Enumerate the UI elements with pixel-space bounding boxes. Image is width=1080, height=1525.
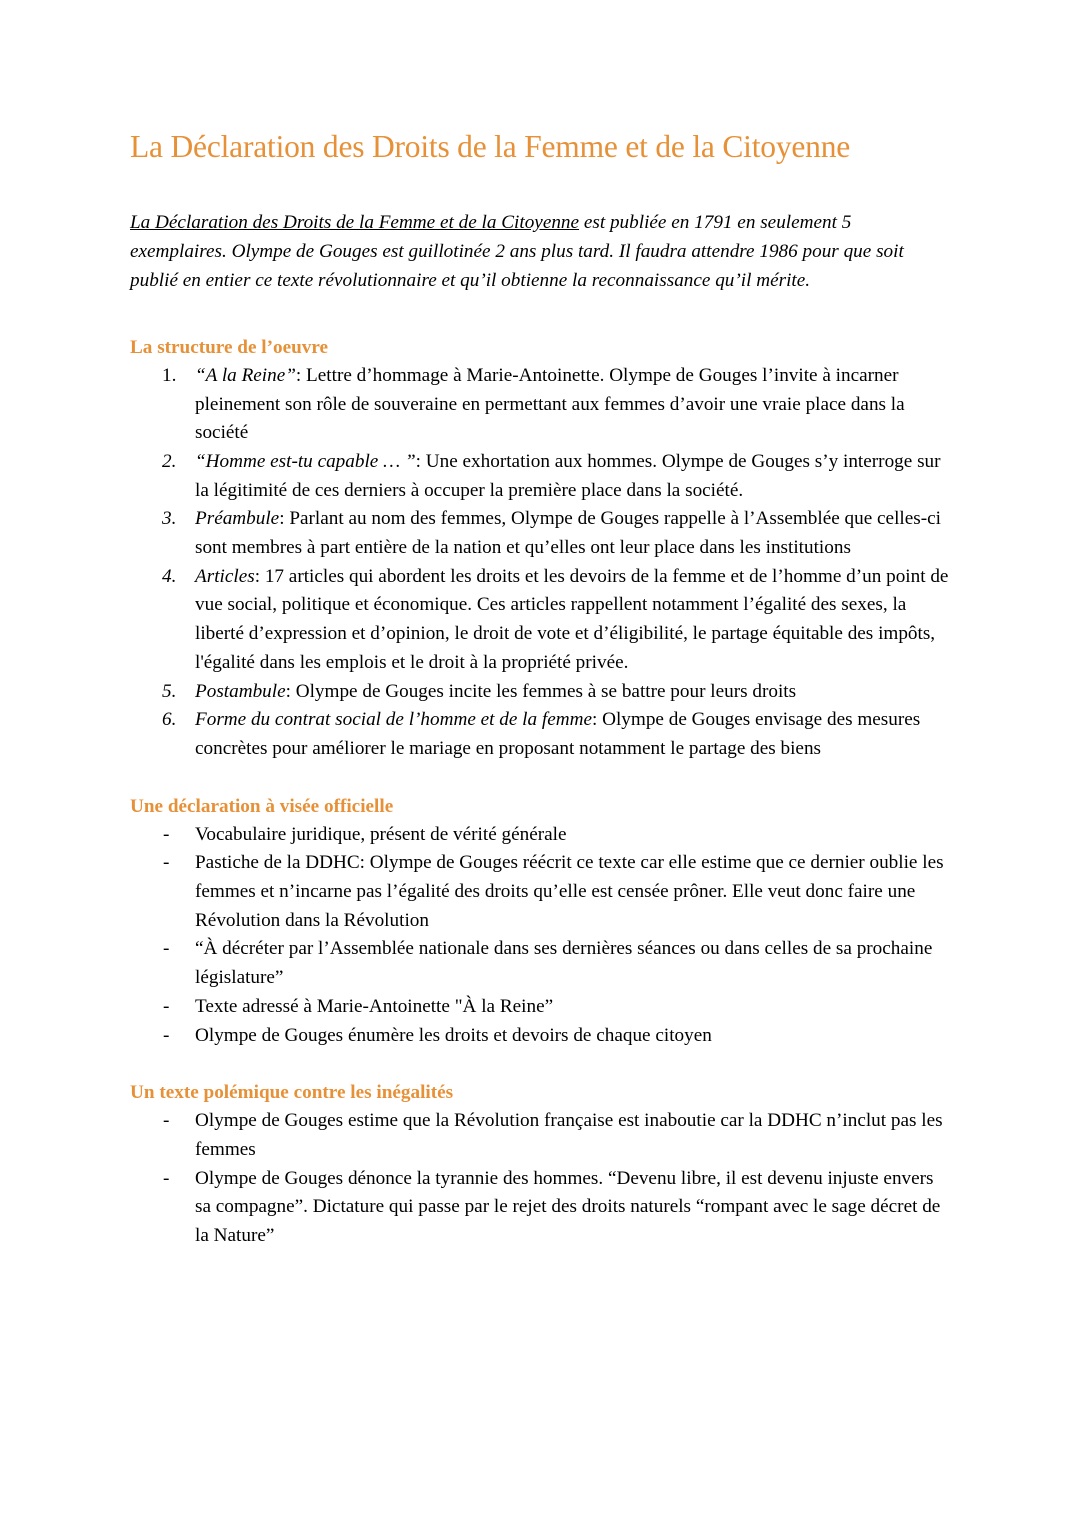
list-item bbox=[130, 362, 950, 448]
polemique-list bbox=[130, 1107, 950, 1251]
list-text: : Lettre d’hommage à Marie-Antoinette. Olympe de Gouges l’invite à incarner pleinement son rôle de souveraine en permettant aux femmes d’avoir une vraie place dans la société bbox=[195, 364, 905, 444]
list-number: 1. bbox=[162, 364, 177, 386]
list-item bbox=[130, 678, 950, 707]
intro-title-reference: La Déclaration des Droits de la Femme et de la Citoyenne bbox=[130, 211, 580, 233]
list-number: 2. bbox=[162, 450, 177, 472]
list-term: Articles bbox=[195, 565, 255, 587]
list-text: Texte adressé à Marie-Antoinette "À la Reine” bbox=[195, 995, 554, 1017]
bullet-dash: - bbox=[163, 1110, 170, 1132]
list-number: 3. bbox=[162, 508, 177, 530]
section-polemique bbox=[130, 1078, 950, 1251]
list-item bbox=[130, 935, 950, 992]
officielle-list bbox=[130, 821, 950, 1051]
list-term: “A la Reine” bbox=[195, 364, 296, 386]
list-term: Préambule bbox=[195, 508, 280, 530]
bullet-dash: - bbox=[163, 938, 170, 960]
list-number: 5. bbox=[162, 680, 177, 702]
list-text: : 17 articles qui abordent les droits et les devoirs de la femme et de l’homme d’un point de vue social, politique et économique. Ces articles rappellent notamment l’égalité des sexes, la liberté d’expression et d’opinion, le droit de vote et d’éligibilité, le partage équitable des impôts, l'égalité dans les emplois et le droit à la propriété privée. bbox=[195, 565, 949, 673]
list-text: Olympe de Gouges estime que la Révolution française est inaboutie car la DDHC n’inclut pas les femmes bbox=[195, 1110, 943, 1160]
list-item bbox=[130, 563, 950, 678]
list-item bbox=[130, 1107, 950, 1164]
structure-list bbox=[130, 362, 950, 764]
list-item bbox=[130, 1022, 950, 1051]
list-item bbox=[130, 505, 950, 562]
list-item bbox=[130, 706, 950, 763]
list-item bbox=[130, 993, 950, 1022]
bullet-dash: - bbox=[163, 823, 170, 845]
intro-text: est publiée en 1791 en seulement 5 exemplaires. Olympe de Gouges est guillotinée 2 ans plus tard. Il faudra attendre 1986 pour que soit publié en entier ce texte révolutionnaire et qu’il obtienne la reconnaissance qu’il mérite. bbox=[130, 211, 904, 291]
list-term: Postambule bbox=[195, 680, 286, 702]
list-term: Forme du contrat social de l’homme et de la femme bbox=[195, 709, 592, 731]
bullet-dash: - bbox=[163, 852, 170, 874]
list-text: : Parlant au nom des femmes, Olympe de Gouges rappelle à l’Assemblée que celles-ci sont membres à part entière de la nation et qu’elles ont leur place dans les institutions bbox=[195, 508, 941, 559]
section-structure bbox=[130, 333, 950, 764]
section-heading-polemique: Un texte polémique contre les inégalités bbox=[130, 1082, 454, 1104]
list-number: 4. bbox=[162, 565, 177, 587]
list-item bbox=[130, 849, 950, 935]
list-number: 6. bbox=[162, 709, 177, 731]
bullet-dash: - bbox=[163, 1167, 170, 1189]
section-heading-structure: La structure de l’oeuvre bbox=[130, 336, 329, 358]
list-item bbox=[130, 1165, 950, 1251]
section-heading-officielle: Une déclaration à visée officielle bbox=[130, 795, 394, 817]
list-text: “À décréter par l’Assemblée nationale dans ses dernières séances ou dans celles de sa prochaine législature” bbox=[195, 938, 933, 989]
list-text: Vocabulaire juridique, présent de vérité générale bbox=[195, 823, 567, 845]
list-item bbox=[130, 821, 950, 850]
document-title: La Déclaration des Droits de la Femme et de la Citoyenne bbox=[130, 129, 851, 164]
list-term: “Homme est-tu capable … ” bbox=[195, 450, 416, 472]
list-text: : Olympe de Gouges envisage des mesures concrètes pour améliorer le mariage en proposant notamment le partage des biens bbox=[195, 709, 921, 759]
bullet-dash: - bbox=[163, 1024, 170, 1046]
list-text: : Olympe de Gouges incite les femmes à se battre pour leurs droits bbox=[285, 680, 797, 702]
list-text: : Une exhortation aux hommes. Olympe de Gouges s’y interroge sur la légitimité de ces derniers à occuper la première place dans la société. bbox=[195, 450, 941, 501]
list-text: Olympe de Gouges dénonce la tyrannie des hommes. “Devenu libre, il est devenu injuste envers sa compagne”. Dictature qui passe par le rejet des droits naturels “rompant avec le sage décret de la Nature” bbox=[195, 1167, 941, 1247]
list-text: Pastiche de la DDHC: Olympe de Gouges réécrit ce texte car elle estime que ce dernier oublie les femmes et n’incarne pas l’égalité des droits qu’elle est censée prôner. Elle veut donc faire une Révolution dans la Révolution bbox=[195, 852, 944, 931]
list-item bbox=[130, 448, 950, 505]
section-officielle bbox=[130, 792, 950, 1051]
bullet-dash: - bbox=[163, 995, 170, 1017]
list-text: Olympe de Gouges énumère les droits et devoirs de chaque citoyen bbox=[195, 1024, 712, 1046]
intro-paragraph bbox=[130, 208, 950, 295]
document-page bbox=[130, 128, 950, 1279]
